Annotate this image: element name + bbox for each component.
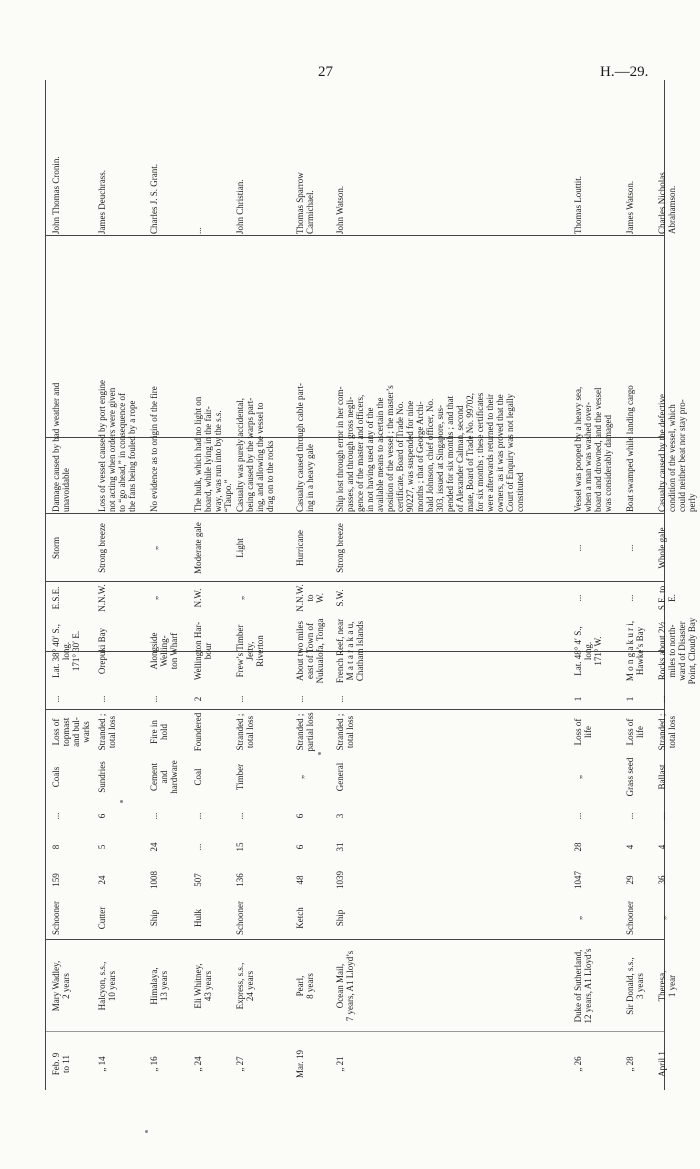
- cell-master: James Watson.: [625, 180, 635, 234]
- cell-master: Thomas Louttit.: [573, 176, 583, 234]
- cell-place: M o n g a k u r i, Hawke’s Bay: [625, 620, 645, 682]
- cell-nature: Loss of life: [573, 718, 593, 746]
- cell-vessel: Duke of Sutherland, 12 years, A1 Lloyd’s: [573, 948, 593, 1024]
- cell-lives: ...: [235, 695, 245, 703]
- cell-tons: 507: [193, 873, 203, 887]
- column-rule: [45, 581, 665, 582]
- cell-vessel: Sir Donald, s.s., 3 years: [625, 957, 645, 1015]
- cell-force: ...: [625, 544, 635, 552]
- cell-place: Lat. 38° 40′ S., long. 171° 30′ E.: [51, 623, 81, 679]
- cell-pass: ...: [51, 812, 61, 820]
- cell-nature: Stranded ; total loss: [657, 713, 677, 751]
- page-number: 27: [318, 64, 333, 80]
- cell-lives: ...: [295, 695, 305, 703]
- cell-place: Wellington Har- bour: [193, 621, 213, 681]
- cell-force: Moderate gale: [193, 522, 203, 574]
- stray-mark: [145, 1130, 148, 1133]
- cell-cargo: Coal: [193, 768, 203, 786]
- cell-crew: 24: [149, 842, 159, 852]
- cell-force: Strong breeze: [97, 523, 107, 573]
- cell-vessel: Theresa, 1 year: [657, 970, 677, 1002]
- cell-place: Orepuki Bay: [97, 627, 107, 675]
- cell-tons: 159: [51, 873, 61, 887]
- cell-crew: 28: [573, 842, 583, 852]
- cell-master: John Thomas Cronin.: [51, 156, 61, 234]
- cell-cause: Casualty was purely accidental, being caused by the warps part- ing, and allowing the vessel to drag on to the rocks: [235, 397, 275, 512]
- cell-lives: 1: [573, 696, 583, 702]
- cell-wind: S.W.: [335, 589, 345, 607]
- cell-wind: S.E. to E.: [657, 585, 677, 611]
- cell-force: Strong breeze: [335, 523, 345, 573]
- cell-rig: „: [657, 916, 667, 920]
- cell-place: French Reef, near M a t a r a k a u, Chatham Islands: [335, 618, 365, 684]
- cell-date: Mar. 19: [295, 1050, 305, 1078]
- cell-master: John Christian.: [235, 179, 245, 234]
- cell-date: „ 26: [573, 1056, 583, 1072]
- cell-vessel: Mary Wadley, 2 years: [51, 960, 71, 1012]
- cell-cargo: „: [573, 775, 583, 779]
- cell-vessel: Pearl, 8 years: [295, 973, 315, 999]
- cell-force: ...: [573, 544, 583, 552]
- cell-lives: 1: [625, 696, 635, 702]
- cell-place: About two miles east of Town of Nukualofa, Tonga: [295, 618, 325, 684]
- cell-rig: Cutter: [97, 906, 107, 930]
- cell-cause: The hulk, which had no light on board, while lying in the fair- way, was run into by the s.s. “Taupo.”: [193, 396, 233, 512]
- cell-cargo: „: [295, 775, 305, 779]
- cell-cargo: Coals: [51, 766, 61, 788]
- cell-crew: 5: [97, 844, 107, 850]
- cell-nature: Stranded ; partial loss: [295, 712, 315, 752]
- cell-cause: No evidence as to origin of the fire: [149, 386, 159, 512]
- cell-wind: ...: [573, 594, 583, 602]
- cell-cargo: Grass seed: [625, 757, 635, 797]
- cell-wind: E.S.E.: [51, 586, 61, 610]
- column-rule: [45, 709, 665, 710]
- cell-rig: Schooner: [625, 901, 635, 935]
- cell-nature: Fire in hold: [149, 720, 169, 744]
- cell-crew: 8: [51, 844, 61, 850]
- cell-nature: Foundered: [193, 712, 203, 752]
- column-rule: [45, 939, 665, 940]
- cell-lives: ...: [149, 695, 159, 703]
- cell-date: „ 21: [335, 1056, 345, 1072]
- cell-rig: Ship: [335, 909, 345, 927]
- cell-vessel: Himalaya, 13 years: [149, 967, 169, 1005]
- cell-wind: „: [149, 596, 159, 600]
- cell-pass: ...: [573, 812, 583, 820]
- cell-cause: Vessel was pooped by a heavy sea, when a man was washed over- board and drowned, and the vessel was considerably damaged: [573, 386, 613, 512]
- cell-date: „ 28: [625, 1056, 635, 1072]
- cell-wind: N.W.: [193, 588, 203, 608]
- stray-mark: [120, 800, 123, 803]
- column-rule: [45, 1031, 665, 1032]
- cell-lives: ...: [657, 695, 667, 703]
- cell-lives: 2: [193, 696, 203, 702]
- cell-cause: Loss of vessel caused by port engine not acting when orders were given to “go ahead,” in consequence of the fans being fouled by a rope: [97, 380, 137, 512]
- cell-pass: ...: [235, 812, 245, 820]
- cell-vessel: Express, s.s., 24 years: [235, 962, 255, 1010]
- cell-wind: N.N.W.: [97, 584, 107, 612]
- cell-master: Charles Nicholas Abrahamson.: [657, 172, 677, 234]
- cell-force: Light: [235, 538, 245, 558]
- cell-master: John Watson.: [335, 185, 345, 234]
- cell-tons: 136: [235, 873, 245, 887]
- cell-place: Rocks about 2½ miles to north- ward of Disaster Point, Cloudy Bay: [657, 617, 697, 685]
- cell-tons: 1039: [335, 871, 345, 889]
- cell-rig: Hulk: [193, 909, 203, 927]
- cell-nature: Stranded ; total loss: [235, 713, 255, 751]
- cell-lives: ...: [51, 695, 61, 703]
- cell-nature: Loss of life: [625, 718, 645, 746]
- cell-wind: ...: [625, 594, 635, 602]
- cell-crew: ...: [193, 843, 203, 851]
- cell-master: Thomas Sparrow Carmichael.: [295, 172, 315, 234]
- cell-cargo: Ballast: [657, 764, 667, 790]
- cell-cause: Casualty caused by the defective condition of the vessel, which could neither beat nor stay pro- perly: [657, 394, 697, 512]
- cell-tons: 24: [97, 875, 107, 885]
- cell-pass: ...: [657, 812, 667, 820]
- cell-rig: Schooner: [235, 901, 245, 935]
- cell-cause: Boat swamped while landing cargo: [625, 385, 635, 512]
- cell-cause: Damage caused by bad weather and unavoidable: [51, 382, 71, 512]
- cell-date: „ 16: [149, 1056, 159, 1072]
- cell-pass: ...: [193, 812, 203, 820]
- cell-master: ...: [193, 227, 203, 234]
- cell-tons: 36: [657, 875, 667, 885]
- cell-date: „ 14: [97, 1056, 107, 1072]
- cell-crew: 31: [335, 842, 345, 852]
- page-reference: H.—29.: [600, 64, 649, 80]
- cell-crew: 15: [235, 842, 245, 852]
- cell-crew: 4: [625, 844, 635, 850]
- cell-rig: Ketch: [295, 907, 305, 929]
- stray-mark: [318, 752, 321, 755]
- cell-force: Storm: [51, 537, 61, 560]
- cell-cargo: Sundries: [97, 761, 107, 793]
- cell-master: Charles J. S. Grant.: [149, 164, 159, 234]
- column-rule: [45, 235, 665, 236]
- cell-tons: 1008: [149, 871, 159, 889]
- cell-tons: 29: [625, 875, 635, 885]
- cell-master: James Deuchrass.: [97, 170, 107, 234]
- cell-nature: Stranded ; total loss: [97, 713, 117, 751]
- cell-pass: ...: [149, 812, 159, 820]
- cell-force: Whole gale: [657, 527, 667, 569]
- column-rule: [45, 513, 665, 514]
- cell-date: Feb. 9 to 11: [51, 1052, 71, 1076]
- cell-nature: Loss of topmast and bul- warks: [51, 717, 91, 747]
- cell-lives: ...: [335, 695, 345, 703]
- cell-crew: 4: [657, 844, 667, 850]
- cell-tons: 1047: [573, 871, 583, 889]
- cell-pass: 6: [295, 813, 305, 819]
- cell-date: April 1: [657, 1051, 667, 1077]
- cell-vessel: Eli Whitney, 43 years: [193, 963, 213, 1009]
- cell-wind: „: [235, 596, 245, 600]
- cell-pass: 3: [335, 813, 345, 819]
- cell-rig: Ship: [149, 909, 159, 927]
- cell-date: „ 24: [193, 1056, 203, 1072]
- cell-cargo: General: [335, 762, 345, 792]
- cell-cargo: Timber: [235, 763, 245, 791]
- cell-vessel: Ocean Mail, 7 years, A1 Lloyd’s: [335, 950, 355, 1022]
- cell-place: Lat. 48° 4′ S., long. 171° W.: [573, 626, 603, 676]
- cell-crew: 6: [295, 844, 305, 850]
- cell-pass: ...: [625, 812, 635, 820]
- cell-force: „: [149, 546, 159, 550]
- cell-pass: 6: [97, 813, 107, 819]
- cell-place: Alongside Welling- ton Wharf: [149, 632, 179, 670]
- table-top-rule: [45, 80, 46, 1090]
- cell-nature: Stranded ; total loss: [335, 713, 355, 751]
- cell-place: Frew’s Timber Jetty, Riverton: [235, 624, 265, 678]
- cell-rig: Schooner: [51, 901, 61, 935]
- cell-wind: N.N.W. to W.: [295, 584, 325, 612]
- cell-cause: Ship lost through error in her com- passes, and through gross negli- gence of the master and officers, in not having used any of the available means to ascertain the position of the vessel ; the master’s certificate, Board of Trade No. 90227, was suspended for nine months ; that of George Archi- bald Johnson, chief officer, No. 303, issued at Singapore, sus- pended for six months ; and that of Alexander Calman, second mate, Board of Trade No. 99702, for six months ; these certificates were afterwards returned to their owners, as it was proved that the Court of Enquiry was not legally constituted: [335, 385, 525, 512]
- cell-cargo: Cement and hardware: [149, 760, 179, 794]
- cell-tons: 48: [295, 875, 305, 885]
- cell-vessel: Halcyon, s.s., 10 years: [97, 961, 117, 1011]
- cell-lives: ...: [97, 695, 107, 703]
- cell-rig: „: [573, 916, 583, 920]
- cell-cause: Casualty caused through cable part- ing in a heavy gale: [295, 383, 315, 512]
- cell-date: „ 27: [235, 1056, 245, 1072]
- casualty-table: [45, 80, 697, 1090]
- cell-force: Hurricane: [295, 530, 305, 566]
